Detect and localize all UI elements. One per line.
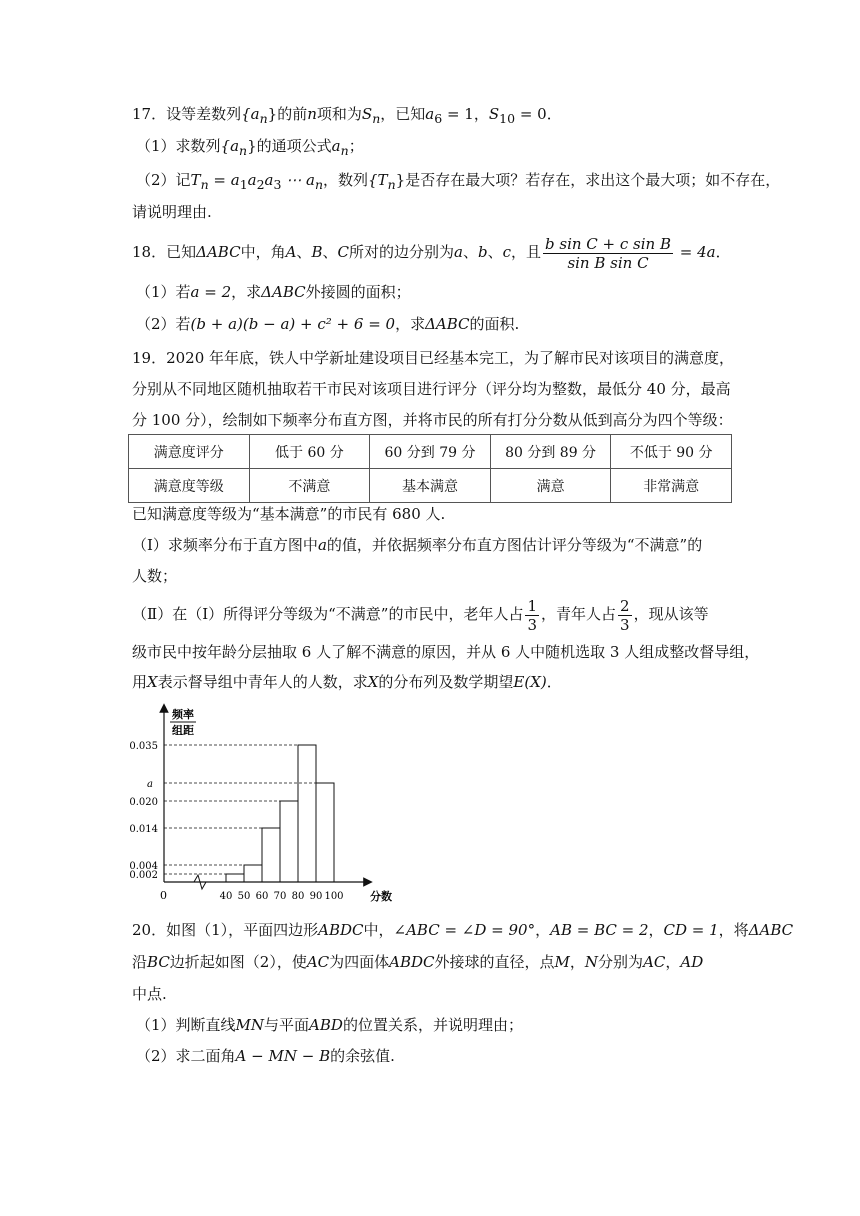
histogram-bar bbox=[280, 801, 298, 882]
table-cell: 80 分到 89 分 bbox=[490, 435, 611, 469]
problem-19-part-II-line-3: 用X表示督导组中青年人的人数，求X的分布列及数学期望E(X)． bbox=[132, 673, 562, 691]
problem-18-part-2: （2）若(b + a)(b − a) + c² + 6 = 0，求ΔABC的面积. bbox=[136, 315, 520, 333]
problem-17-part-2-cont: 请说明理由. bbox=[132, 203, 212, 221]
satisfaction-table bbox=[128, 434, 732, 503]
table-cell: 非常满意 bbox=[611, 469, 732, 503]
x-tick-label: 50 bbox=[237, 891, 251, 902]
problem-19-line-3: 分 100 分），绘制如下频率分布直方图，并将市民的所有打分分数从低到高分为四个等级： bbox=[132, 411, 733, 429]
y-tick-label: 0.004 bbox=[129, 861, 158, 872]
y-tick-label: 0.035 bbox=[129, 741, 158, 752]
histogram-bar bbox=[226, 874, 244, 882]
problem-19-line-2: 分别从不同地区随机抽取若干市民对该项目进行评分（评分均为整数，最低分 40 分，最高 bbox=[132, 380, 731, 398]
x-tick-label: 80 bbox=[291, 891, 305, 902]
x-tick-label: 40 bbox=[219, 891, 233, 902]
problem-18-stem: 18．已知ΔABC中，角A、B、C所对的边分别为a、b、c，且 $\frac{\text{b sin C + c sin B}}{\text{sin B sin C}}$ = 4a． bbox=[132, 234, 731, 272]
y-axis-label-bottom: 组距 bbox=[172, 724, 194, 737]
table-row bbox=[129, 435, 732, 469]
problem-19-part-II-line-2: 级市民中按年龄分层抽取 6 人了解不满意的原因，并从 6 人中随机选取 3 人组成整改督导组， bbox=[132, 643, 760, 661]
y-tick-label: 0.002 bbox=[129, 870, 158, 881]
problem-20-stem-line-2: 沿BC边折起如图（2），使AC为四面体ABDC外接球的直径，点M，N分别为AC，AD bbox=[132, 953, 704, 971]
table-cell: 不低于 90 分 bbox=[611, 435, 732, 469]
problem-17-part-1: （1）求数列$\{a_n\}$的通项公式$a_n$； bbox=[136, 137, 364, 158]
table-cell: 满意度等级 bbox=[129, 469, 250, 503]
frequency-histogram bbox=[128, 700, 398, 910]
histogram-bar bbox=[298, 745, 316, 882]
x-tick-label: 100 bbox=[324, 891, 344, 902]
y-tick-label: 0.020 bbox=[129, 797, 158, 808]
problem-19-part-II: （Ⅱ）在（Ⅰ）所得评分等级为“不满意”的市民中，老年人占 $\frac{1}{3}$ ，青年人占 $\frac{2}{3}$ ，现从该等 bbox=[132, 596, 709, 634]
histogram-bar bbox=[244, 865, 262, 882]
y-axis-label-top: 频率 bbox=[172, 708, 194, 721]
problem-18-fraction: $\frac{\text{b sin C + c sin B}}{\text{sin B sin C}}$ bbox=[545, 234, 671, 272]
x-tick-label: 60 bbox=[255, 891, 269, 902]
y-tick-label: a bbox=[147, 779, 153, 790]
problem-17-part-2: （2）记$T_n = a_1a_2a_3$ ⋯ $a_n$，数列$\{T_n\}$是否存在最大项？若存在，求出这个最大项；如不存在， bbox=[136, 171, 781, 192]
histogram-bar bbox=[262, 828, 280, 882]
problem-20-part-2: （2）求二面角A − MN − B的余弦值. bbox=[136, 1047, 395, 1065]
histogram-bar bbox=[316, 783, 334, 882]
table-cell: 基本满意 bbox=[370, 469, 491, 503]
x-tick-label: 90 bbox=[309, 891, 323, 902]
x-axis-label: 分数 bbox=[370, 890, 392, 903]
table-cell: 低于 60 分 bbox=[249, 435, 370, 469]
problem-18-part-1: （1）若a = 2，求ΔABC外接圆的面积； bbox=[136, 283, 411, 301]
problem-17-stem: 17．设等差数列$\{a_n\}$的前n项和为$S_n$，已知$a_6 = 1$，$S_{10} = 0$． bbox=[132, 105, 562, 126]
table-cell: 60 分到 79 分 bbox=[370, 435, 491, 469]
problem-19-line-1: 19．2020 年年底，铁人中学新址建设项目已经基本完工，为了解市民对该项目的满意度， bbox=[132, 349, 735, 367]
origin-label: 0 bbox=[160, 889, 167, 902]
problem-19-part-I: （Ⅰ）求频率分布于直方图中a的值，并依据频率分布直方图估计评分等级为“不满意”的 bbox=[132, 536, 703, 554]
problem-20-stem: 20．如图（1），平面四边形ABDC中，∠ABC = ∠D = 90°，AB = BC = 2，CD = 1，将ΔABC bbox=[132, 921, 794, 939]
x-tick-label: 70 bbox=[273, 891, 287, 902]
table-cell: 不满意 bbox=[249, 469, 370, 503]
table-cell: 满意 bbox=[490, 469, 611, 503]
table-cell: 满意度评分 bbox=[129, 435, 250, 469]
problem-19-given: 已知满意度等级为“基本满意”的市民有 680 人. bbox=[132, 505, 446, 523]
y-tick-label: 0.014 bbox=[129, 824, 158, 835]
table-row bbox=[129, 469, 732, 503]
problem-20-part-1: （1）判断直线MN与平面ABD的位置关系，并说明理由； bbox=[136, 1016, 523, 1034]
problem-20-stem-line-3: 中点. bbox=[132, 985, 167, 1003]
problem-19-part-I-cont: 人数； bbox=[132, 567, 178, 585]
